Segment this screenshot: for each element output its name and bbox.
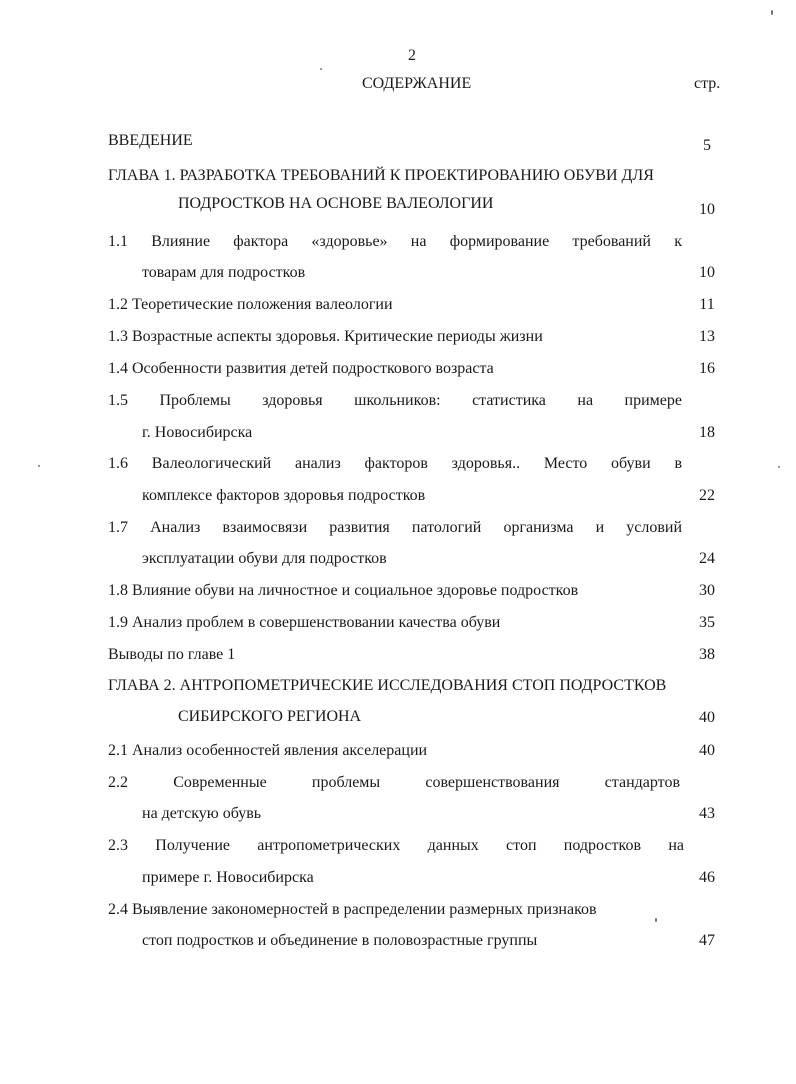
toc-entry-text: 2.1 Анализ особенностей явления акселерации (108, 742, 428, 759)
toc-entry-page: 5 (703, 137, 711, 154)
toc-entry-page: 13 (699, 328, 715, 345)
toc-entry-page: 43 (699, 805, 715, 822)
toc-entry-text-continued: на детскую обувь (142, 805, 262, 822)
toc-entry-text: 1.4 Особенности развития детей подросткового возраста (108, 360, 494, 377)
toc-entry-text: 2.4 Выявление закономерностей в распределении размерных признаков (108, 901, 597, 918)
toc-entry-text: 1.9 Анализ проблем в совершенствовании качества обуви (108, 614, 501, 631)
toc-entry-page: 47 (699, 932, 715, 949)
toc-entry-text: 1.5 Проблемы здоровья школьников: статистика на примере (108, 392, 682, 409)
toc-entry-page: 46 (699, 869, 715, 886)
toc-entry-text: ВВЕДЕНИЕ (108, 132, 193, 149)
toc-entry-page: 30 (699, 582, 715, 599)
page-column-label: стр. (694, 75, 721, 92)
toc-entry-page: 16 (699, 360, 715, 377)
toc-entry-page: 18 (699, 424, 715, 441)
contents-heading: СОДЕРЖАНИЕ (362, 75, 472, 92)
toc-entry-page: 38 (699, 646, 715, 663)
chapter-title-continued: СИБИРСКОГО РЕГИОНА (178, 708, 362, 725)
toc-entry-text-continued: стоп подростков и объединение в половозрастные группы (142, 932, 538, 949)
toc-entry-page: 40 (699, 742, 715, 759)
toc-entry-text: 1.3 Возрастные аспекты здоровья. Критические периоды жизни (108, 328, 543, 345)
scan-speck (38, 465, 40, 467)
toc-entry-page: 40 (699, 709, 715, 726)
toc-entry-page: 10 (699, 264, 715, 281)
toc-entry-text-continued: товарам для подростков (142, 264, 306, 281)
scan-speck (320, 68, 322, 70)
chapter-title-continued: ПОДРОСТКОВ НА ОСНОВЕ ВАЛЕОЛОГИИ (178, 195, 494, 212)
toc-entry-text-continued: г. Новосибирска (142, 424, 253, 441)
page-number: 2 (408, 47, 416, 64)
toc-entry-text: 1.8 Влияние обуви на личностное и социальное здоровье подростков (108, 582, 579, 599)
toc-entry-text: Выводы по главе 1 (108, 646, 236, 663)
toc-entry-text-continued: эксплуатации обуви для подростков (142, 550, 387, 567)
toc-entry-page: 24 (699, 550, 715, 567)
toc-entry-page: 11 (699, 296, 715, 313)
toc-entry-text-continued: примере г. Новосибирска (142, 869, 314, 886)
toc-entry-text: 1.7 Анализ взаимосвязи развития патологий организма и условий (108, 519, 682, 536)
toc-entry-text: 1.1 Влияние фактора «здоровье» на формирование требований к (108, 233, 682, 250)
toc-entry-text: 2.2 Современные проблемы совершенствования стандартов (108, 774, 680, 791)
scan-speck (655, 918, 657, 922)
scan-speck (771, 10, 773, 15)
chapter-title: ГЛАВА 2. АНТРОПОМЕТРИЧЕСКИЕ ИССЛЕДОВАНИЯ СТОП ПОДРОСТКОВ (108, 677, 667, 694)
toc-entry-text: 1.2 Теоретические положения валеологии (108, 296, 393, 313)
toc-entry-text-continued: комплексе факторов здоровья подростков (142, 487, 426, 504)
toc-entry-text: 2.3 Получение антропометрических данных стоп подростков на (108, 837, 684, 854)
toc-entry-page: 22 (699, 487, 715, 504)
toc-entry-text: 1.6 Валеологический анализ факторов здоровья.. Место обуви в (108, 455, 682, 472)
scan-speck (778, 466, 780, 468)
chapter-title: ГЛАВА 1. РАЗРАБОТКА ТРЕБОВАНИЙ К ПРОЕКТИРОВАНИЮ ОБУВИ ДЛЯ (108, 167, 654, 184)
toc-entry-page: 10 (699, 201, 715, 218)
toc-entry-page: 35 (699, 614, 715, 631)
